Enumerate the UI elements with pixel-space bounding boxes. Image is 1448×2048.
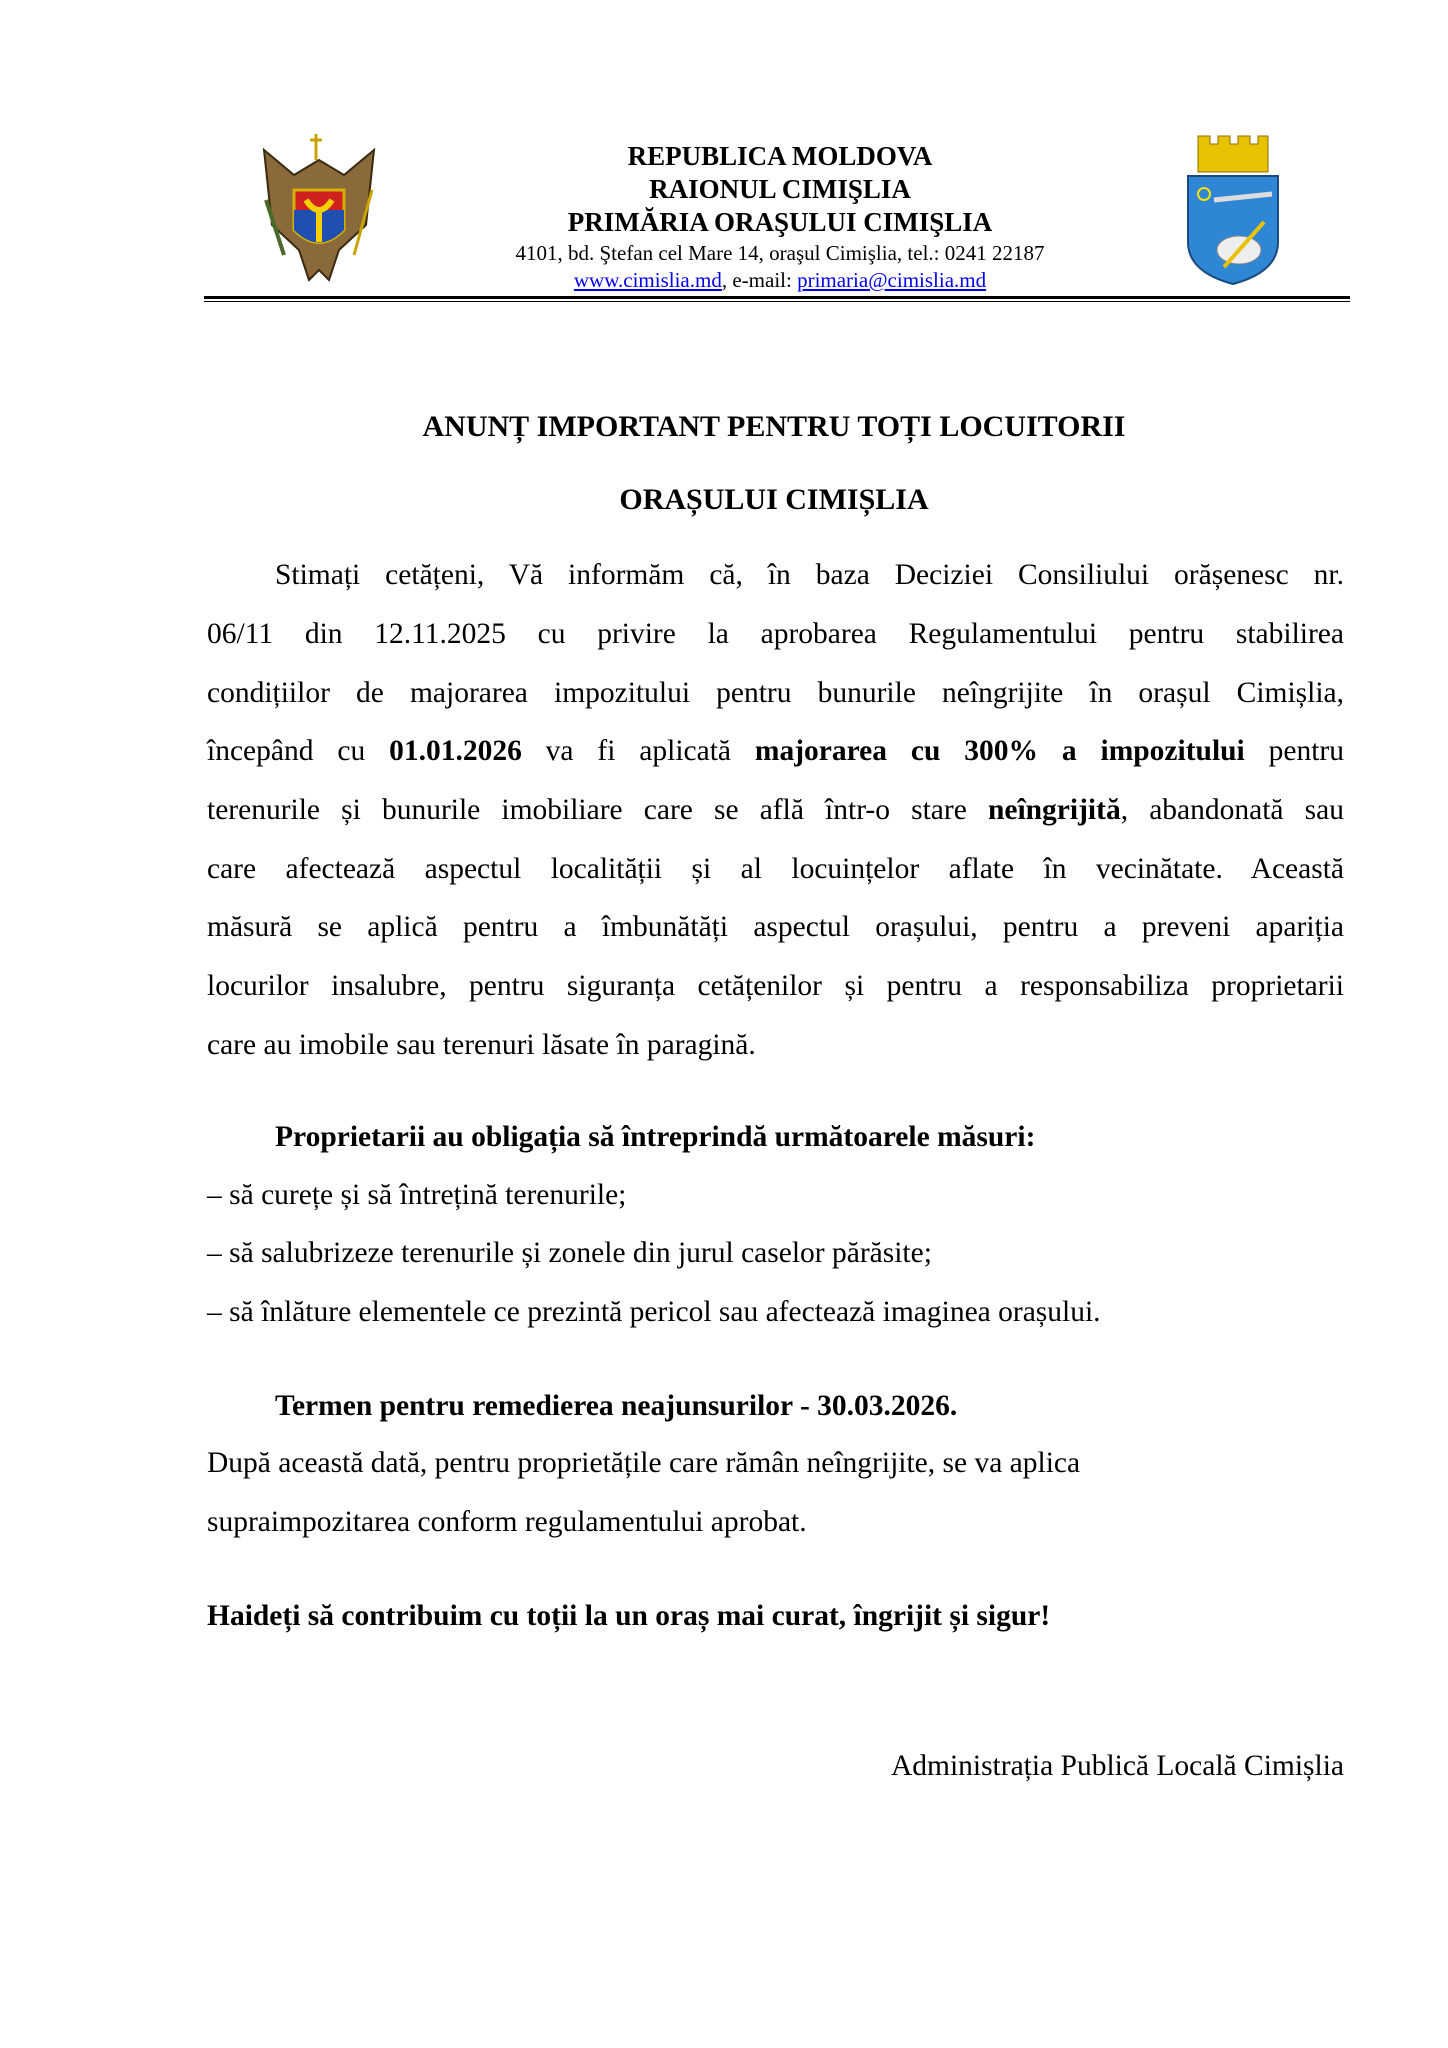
text: va fi aplicată [521,735,755,767]
paragraph-line: care au imobile sau terenuri lăsate în paragină. [207,1029,756,1061]
text: începând cu [207,735,390,767]
paragraph-line: locurilor insalubre, pentru siguranța cetățenilor și pentru a responsabiliza proprietarii [207,970,1344,1002]
header-institution: PRIMĂRIA ORAŞULUI CIMIŞLIA [567,207,993,237]
paragraph-line [207,733,1344,769]
deadline-text: supraimpozitarea conform regulamentului aprobat. [207,1506,807,1538]
obligation-item: – să salubrizeze terenurile și zonele din jurul caselor părăsite; [207,1237,932,1269]
header-divider [204,296,1350,299]
paragraph-line [207,792,1344,828]
header-divider-thin [204,301,1350,302]
obligation-item: – să înlăture elementele ce prezintă pericol sau afectează imaginea orașului. [207,1296,1101,1328]
header-country: REPUBLICA MOLDOVA [627,141,933,171]
notice-title: ANUNȚ IMPORTANT PENTRU TOȚI LOCUITORII [422,410,1126,443]
notice-title-2: ORAȘULUI CIMIȘLIA [619,483,929,516]
moldova-coat-of-arms-icon [254,130,384,286]
start-date: 01.01.2026 [389,735,522,767]
header-address: 4101, bd. Ştefan cel Mare 14, oraşul Cimişlia, tel.: 0241 22187 [515,241,1045,265]
header-district: RAIONUL CIMIŞLIA [649,174,911,204]
text: , abandonată sau [1120,794,1344,826]
paragraph-line: condițiilor de majorarea impozitului pentru bunurile neîngrijite în orașul Cimișlia, [207,677,1344,709]
obligation-item: – să curețe și să întrețină terenurile; [207,1179,627,1211]
paragraph-line: Stimați cetățeni, Vă informăm că, în baza Deciziei Consiliului orășenesc nr. [275,559,1344,591]
website-link[interactable]: www.cimislia.md [573,268,722,292]
deadline-text: După această dată, pentru proprietățile care rămân neîngrijite, se va aplica [207,1447,1081,1479]
text: terenurile și bunurile imobiliare care se află într-o stare [207,794,988,826]
text: pentru [1244,735,1344,767]
tax-increase: majorarea cu 300% a impozitului [754,735,1245,767]
cimislia-coat-of-arms-icon [1184,132,1282,286]
email-link[interactable]: primaria@cimislia.md [797,268,987,292]
paragraph-line: care afectează aspectul localității și al locuințelor aflate în vecinătate. Această [207,853,1344,885]
paragraph-line: măsură se aplică pentru a îmbunătăți aspectul orașului, pentru a preveni apariția [207,911,1344,943]
signature: Administrația Publică Locală Cimișlia [890,1750,1344,1782]
email-label: , e-mail: [721,268,798,292]
deadline-heading: Termen pentru remedierea neajunsurilor - 30.03.2026. [275,1390,958,1422]
call-to-action: Haideți să contribuim cu toții la un oraș mai curat, îngrijit și sigur! [207,1600,1051,1632]
paragraph-line: 06/11 din 12.11.2025 cu privire la aprobarea Regulamentului pentru stabilirea [207,618,1344,650]
header-contacts [400,268,1160,292]
obligations-heading: Proprietarii au obligația să întreprindă următoarele măsuri: [275,1121,1036,1153]
neglected-term: neîngrijită [987,794,1121,826]
